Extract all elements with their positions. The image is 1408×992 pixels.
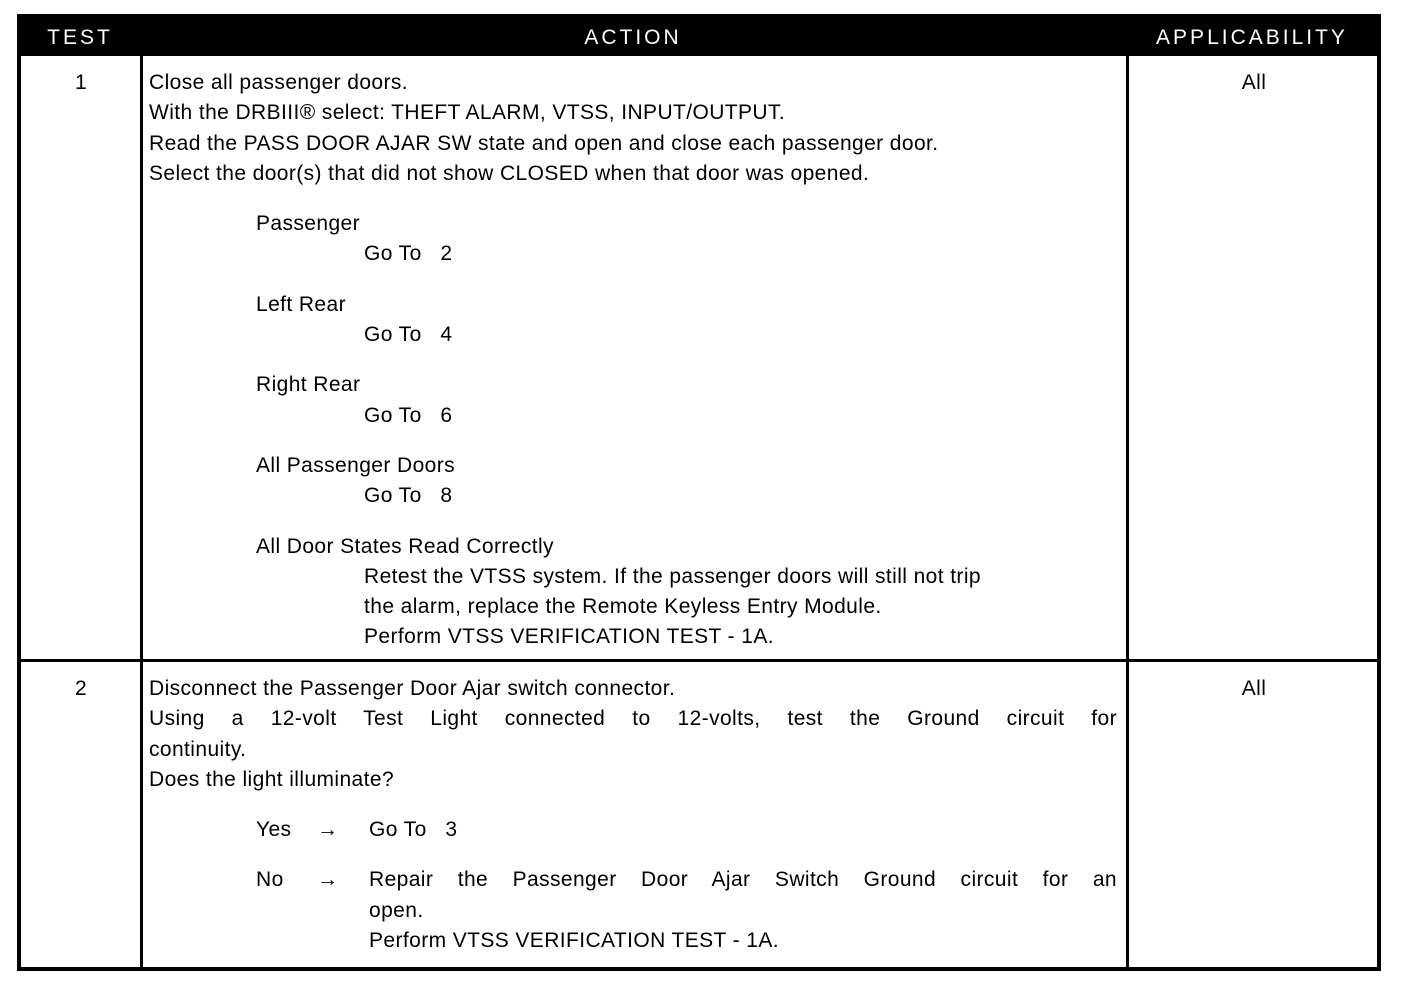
action-line: Disconnect the Passenger Door Ajar switch connector. bbox=[149, 677, 676, 700]
option-result-line: open. bbox=[369, 898, 424, 922]
option-label-no: No bbox=[256, 868, 284, 892]
action-line: Does the light illuminate? bbox=[149, 767, 395, 791]
action-line: Using a 12-volt Test Light connected to 12-volts, test the Ground circuit for bbox=[149, 707, 1117, 731]
option-result-line: Repair the Passenger Door Ajar Switch Ground circuit for an bbox=[369, 868, 1117, 892]
option-label-left-rear: Left Rear bbox=[256, 292, 346, 316]
action-line: Select the door(s) that did not show CLOSED when that door was opened. bbox=[149, 161, 870, 185]
header-action: ACTION bbox=[584, 26, 682, 49]
option-result-right-rear: Go To 6 bbox=[364, 403, 453, 427]
column-divider-applicability bbox=[1126, 56, 1129, 967]
test-number-2: 2 bbox=[74, 677, 88, 700]
arrow-right-icon: → bbox=[317, 818, 339, 842]
action-1 bbox=[149, 68, 1117, 653]
option-label-passenger: Passenger bbox=[256, 212, 360, 236]
action-line: Close all passenger doors. bbox=[149, 71, 409, 94]
option-result-line: Retest the VTSS system. If the passenger doors will still not trip bbox=[364, 564, 981, 588]
action-2 bbox=[149, 674, 1117, 956]
action-line: Read the PASS DOOR AJAR SW state and open and close each passenger door. bbox=[149, 131, 939, 155]
arrow-right-icon: → bbox=[317, 868, 339, 892]
option-result-all-passenger-doors: Go To 8 bbox=[364, 484, 453, 508]
action-line: continuity. bbox=[149, 737, 247, 761]
option-result-passenger: Go To 2 bbox=[364, 242, 453, 266]
header-applicability: APPLICABILITY bbox=[1156, 26, 1348, 49]
option-result-left-rear: Go To 4 bbox=[364, 323, 453, 347]
option-label-all-door-states: All Door States Read Correctly bbox=[256, 534, 554, 558]
column-divider-test bbox=[140, 56, 143, 967]
option-label-right-rear: Right Rear bbox=[256, 373, 361, 397]
option-label-all-passenger-doors: All Passenger Doors bbox=[256, 453, 456, 477]
test-number-1: 1 bbox=[74, 71, 88, 94]
header-test: TEST bbox=[47, 26, 113, 49]
action-line: With the DRBIII® select: THEFT ALARM, VTSS, INPUT/OUTPUT. bbox=[149, 101, 786, 125]
option-result-line: Perform VTSS VERIFICATION TEST - 1A. bbox=[369, 929, 779, 953]
option-no bbox=[149, 865, 1117, 895]
option-yes bbox=[149, 815, 1117, 845]
table-header bbox=[21, 18, 1377, 56]
diagnostic-test-table bbox=[17, 14, 1381, 971]
option-result-yes: Go To 3 bbox=[369, 818, 458, 842]
applicability-1: All bbox=[1241, 71, 1267, 94]
option-result-line: the alarm, replace the Remote Keyless Entry Module. bbox=[364, 595, 882, 619]
option-label-yes: Yes bbox=[256, 818, 292, 842]
applicability-2: All bbox=[1241, 677, 1267, 700]
option-result-line: Perform VTSS VERIFICATION TEST - 1A. bbox=[364, 625, 774, 649]
row-divider bbox=[21, 659, 1377, 662]
